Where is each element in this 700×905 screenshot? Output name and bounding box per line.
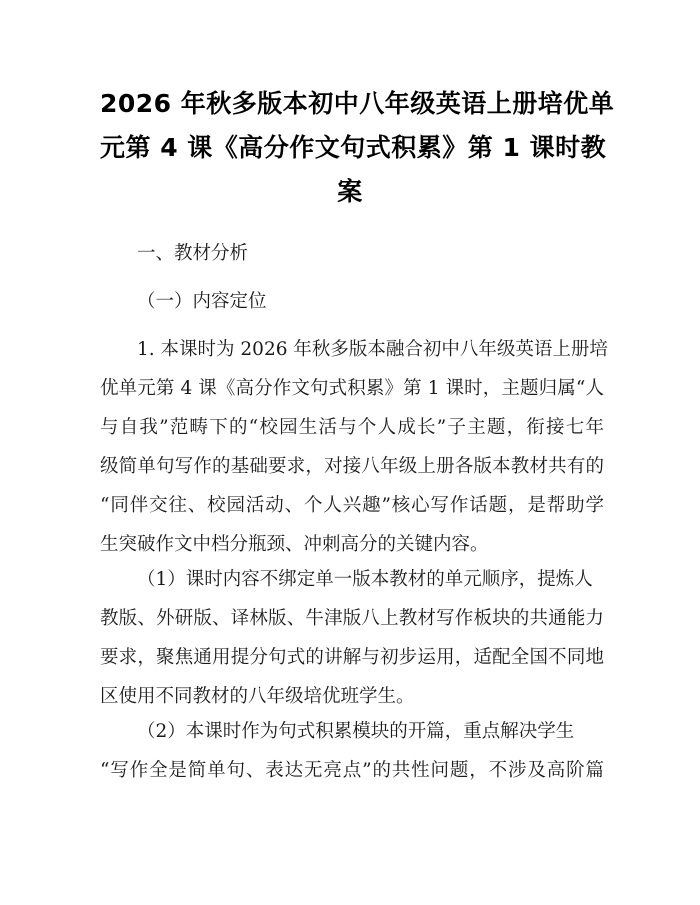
paragraph-line: “同伴交往、校园活动、个人兴趣”核心写作话题，是帮助学 xyxy=(100,495,604,516)
title-line-2: 元第 4 课《高分作文句式积累》第 1 课时教 xyxy=(100,133,607,162)
section-heading-2: （一）内容定位 xyxy=(137,291,267,312)
paragraph-line: 1. 本课时为 2026 年秋多版本融合初中八年级英语上册培 xyxy=(137,339,608,360)
paragraph-line: 区使用不同教材的八年级培优班学生。 xyxy=(100,686,415,707)
paragraph-line: “写作全是简单句、表达无亮点”的共性问题，不涉及高阶篇 xyxy=(100,760,604,781)
paragraph-line: （2）本课时作为句式积累模块的开篇，重点解决学生 xyxy=(137,721,575,742)
paragraph-line: （1）课时内容不绑定单一版本教材的单元顺序，提炼人 xyxy=(137,569,593,590)
title-line-3: 案 xyxy=(337,177,363,206)
paragraph-line: 级简单句写作的基础要求，对接八年级上册各版本教材共有的 xyxy=(100,456,604,477)
section-heading-1: 一、教材分析 xyxy=(137,243,249,264)
paragraph-line: 与自我”范畴下的“校园生活与个人成长”子主题，衔接七年 xyxy=(100,417,604,438)
paragraph-line: 要求，聚焦通用提分句式的讲解与初步运用，适配全国不同地 xyxy=(100,647,604,668)
paragraph-line: 教版、外研版、译林版、牛津版八上教材写作板块的共通能力 xyxy=(100,608,604,629)
title-line-1: 2026 年秋多版本初中八年级英语上册培优单 xyxy=(100,89,615,118)
paragraph-line: 优单元第 4 课《高分作文句式积累》第 1 课时，主题归属“人 xyxy=(100,378,604,399)
paragraph-line: 生突破作文中档分瓶颈、冲刺高分的关键内容。 xyxy=(100,534,489,555)
document-title xyxy=(100,82,615,214)
paragraph-1 xyxy=(100,330,608,564)
paragraph-2 xyxy=(100,560,604,716)
paragraph-3 xyxy=(100,712,604,790)
